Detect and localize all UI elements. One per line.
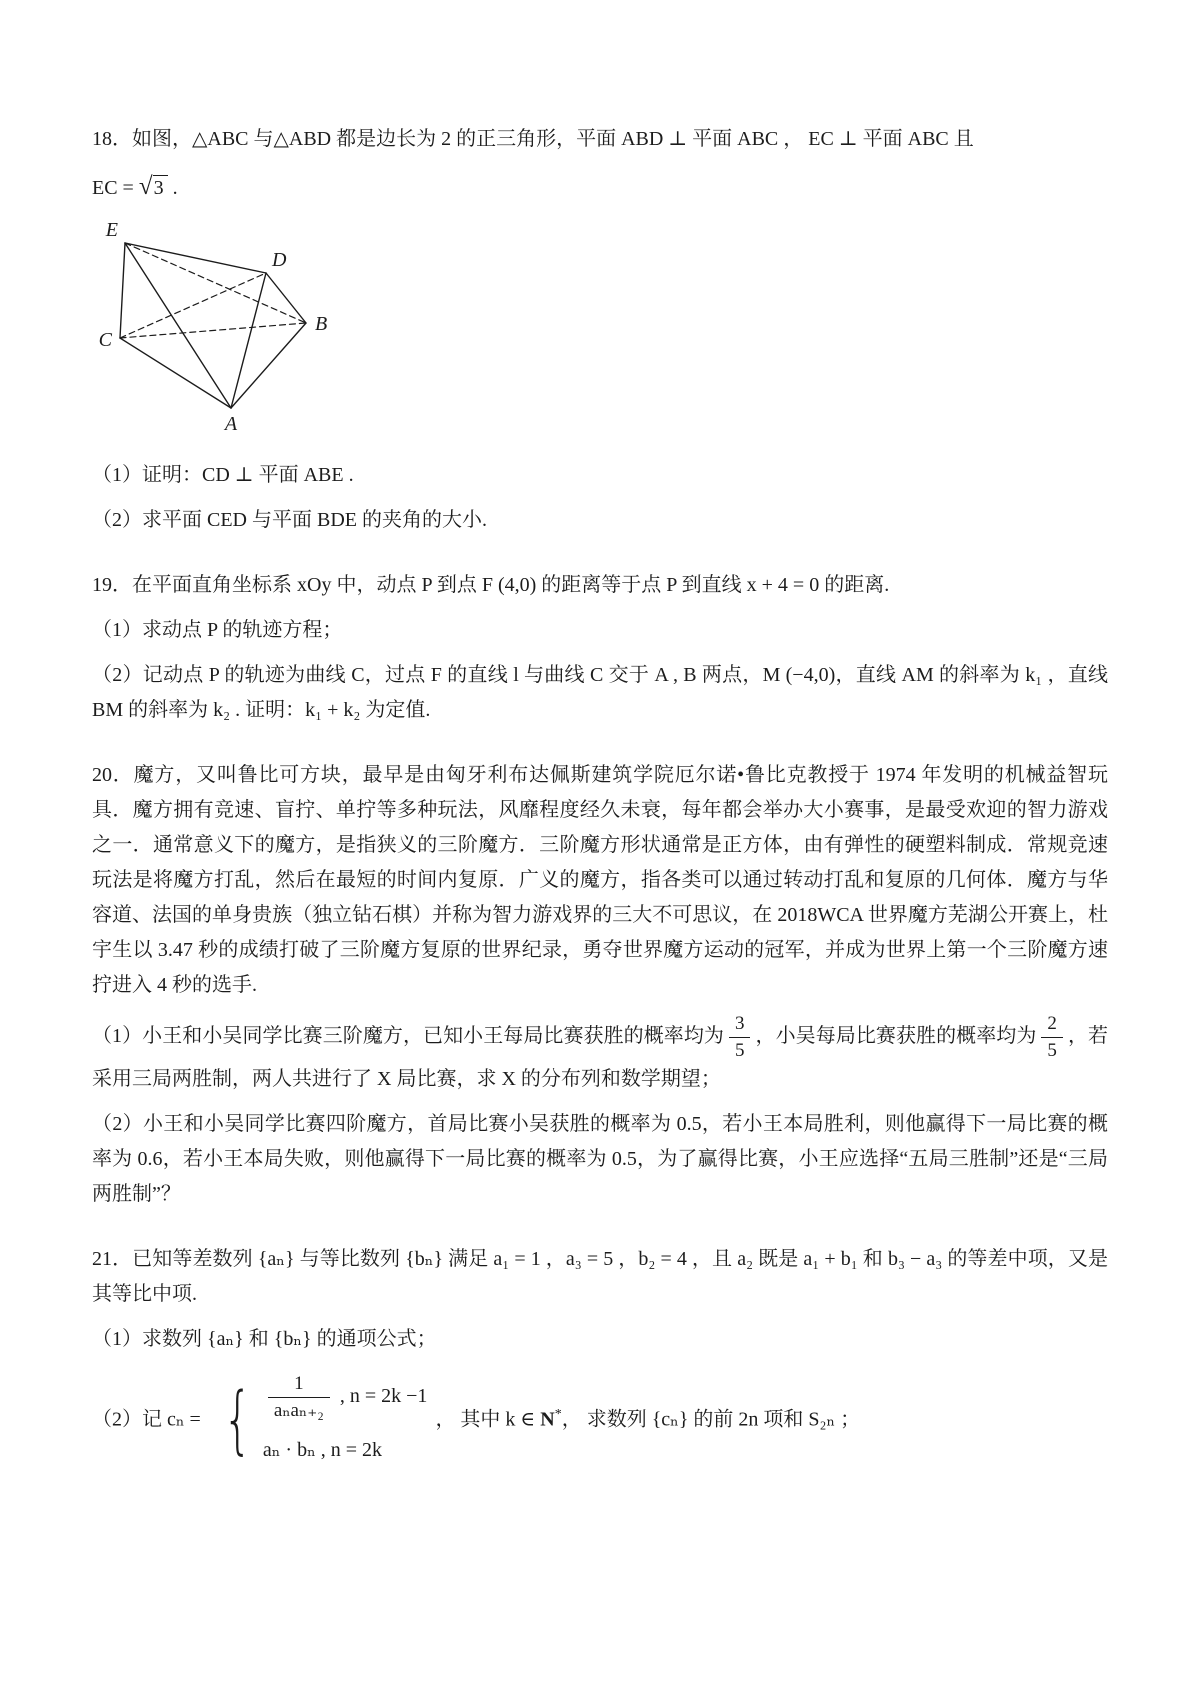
problem-20-statement: 20．魔方，又叫鲁比可方块，最早是由匈牙利布达佩斯建筑学院厄尔诺•鲁比克教授于 1974 年发明的机械益智玩具．魔方拥有竞速、盲拧、单拧等多种玩法，风靡程度经久未衰，每年都会举办大小赛事，是最受欢迎的智力游戏之一．通常意义下的魔方，是指狭义的三阶魔方．三阶魔方形状通常是正方体，由有弹性的硬塑料制成．常规竞速玩法是将魔方打乱，然后在最短的时间内复原．广义的魔方，指各类可以通过转动打乱和复原的几何体．魔方与华容道、法国的单身贵族（独立钻石棋）并称为智力游戏界的三大不可思议，在 2018WCA 世界魔方芜湖公开赛上，杜宇生以 3.47 秒的成绩打破了三阶魔方复原的世界纪录，勇夺世界魔方运动的冠军，并成为世界上第一个三阶魔方速拧进入 4 秒的选手. xyxy=(92,764,1108,996)
radical-sign: √ xyxy=(138,173,153,200)
edge-ED xyxy=(125,243,266,273)
case-row xyxy=(263,1373,428,1422)
vertex-labels xyxy=(99,219,328,435)
pyramid-diagram xyxy=(98,218,378,440)
problem-19-statement: 19．在平面直角坐标系 xOy 中，动点 P 到点 F (4,0) 的距离等于点 P 到直线 x + 4 = 0 的距离. xyxy=(92,574,890,596)
case-rows xyxy=(263,1373,428,1469)
piecewise-cases xyxy=(214,1373,428,1469)
superscript: * xyxy=(554,1406,562,1422)
problem-20-part2: （2）小王和小吴同学比赛四阶魔方，首局比赛小吴获胜的概率为 0.5，若小王本局胜利，则他赢得下一局比赛的概率为 0.6，若小王本局失败，则他赢得下一局比赛的概率为 0.5，为了赢得比赛，小王应选择“五局三胜制”还是“三局两胜制”？ xyxy=(92,1112,1108,1205)
square-root xyxy=(139,169,168,206)
problem-18-part2: （2）求平面 CED 与平面 BDE 的夹角的大小. xyxy=(92,509,487,531)
problem-18-geometry-figure xyxy=(98,218,378,440)
fraction xyxy=(268,1373,330,1422)
problem-20-part1 xyxy=(92,1013,1108,1097)
fraction-numerator: 1 xyxy=(268,1373,330,1398)
problem-21-part2 xyxy=(92,1367,1108,1475)
text-run: （1）小王和小吴同学比赛三阶魔方，已知小王每局比赛获胜的概率均为 xyxy=(92,1024,724,1047)
problem-19-part1: （1）求动点 P 的轨迹方程； xyxy=(92,619,343,641)
left-brace: { xyxy=(222,1377,252,1464)
fraction-denominator: 5 xyxy=(734,1039,745,1061)
vertex-label-B: B xyxy=(315,313,328,335)
fraction xyxy=(729,1013,751,1062)
problem-18-statement: 18．如图，△ABC 与△ABD 都是边长为 2 的正三角形，平面 ABD ⊥ 平面 ABC ， EC ⊥ 平面 ABC 且 xyxy=(92,128,974,150)
edge-DB xyxy=(266,273,306,323)
text-run: ， 其中 k ∈ xyxy=(435,1408,541,1431)
vertex-label-E: E xyxy=(105,219,118,241)
text-run: , n = 2k −1 xyxy=(334,1384,428,1407)
text-run: ，若采用三局两胜制，两人共进行了 X 局比赛，求 X 的分布列和数学期望； xyxy=(92,1024,1109,1090)
fraction-denominator: aₙaₙ₊₂ xyxy=(273,1399,324,1421)
edge-EC xyxy=(120,243,125,338)
problem-19 xyxy=(92,568,1108,728)
problem-21 xyxy=(92,1242,1108,1475)
problem-21-part1: （1）求数列 {aₙ} 和 {bₙ} 的通项公式； xyxy=(92,1327,437,1350)
text-run: ，小吴每局比赛获胜的概率均为 xyxy=(755,1024,1037,1047)
text-run: . xyxy=(167,177,178,199)
vertex-label-A: A xyxy=(224,413,238,435)
problem-18 xyxy=(92,122,1108,538)
fraction-numerator: 2 xyxy=(1041,1013,1063,1038)
problem-21-statement: 21．已知等差数列 {aₙ} 与等比数列 {bₙ} 满足 a₁ = 1 ，a₃ = 5 ，b₂ = 4 ，且 a₂ 既是 a₁ + b₁ 和 b₃ − a₃ 的等差中项，又是其等比中项. xyxy=(92,1247,1108,1305)
fraction-numerator: 3 xyxy=(729,1013,751,1038)
vertex-label-C: C xyxy=(98,329,112,351)
fraction xyxy=(1041,1013,1063,1062)
problem-18-part1: （1）证明：CD ⊥ 平面 ABE . xyxy=(92,464,354,486)
vertex-label-D: D xyxy=(272,249,287,271)
fraction-denominator: 5 xyxy=(1047,1039,1057,1061)
text-run: （2）记 cₙ = xyxy=(92,1408,206,1431)
text-run: aₙ · bₙ , n = 2k xyxy=(262,1439,383,1462)
text-run: N xyxy=(540,1408,555,1431)
text-run: ， 求数列 {cₙ} 的前 2n 项和 S₂ₙ ； xyxy=(561,1408,861,1431)
problem-19-part2: （2）记动点 P 的轨迹为曲线 C，过点 F 的直线 l 与曲线 C 交于 A , B 两点，M (−4,0)，直线 AM 的斜率为 k₁ ，直线 BM 的斜率为 k₂ . 证明：k₁ + k₂ 为定值. xyxy=(92,664,1108,721)
case-row xyxy=(263,1433,428,1468)
problem-18-ec-condition xyxy=(92,169,1108,206)
radicand: 3 xyxy=(153,175,168,199)
problem-20 xyxy=(92,758,1108,1212)
text-run: EC = xyxy=(92,177,139,199)
edge-EA xyxy=(125,243,231,408)
edge-CA xyxy=(120,338,231,408)
